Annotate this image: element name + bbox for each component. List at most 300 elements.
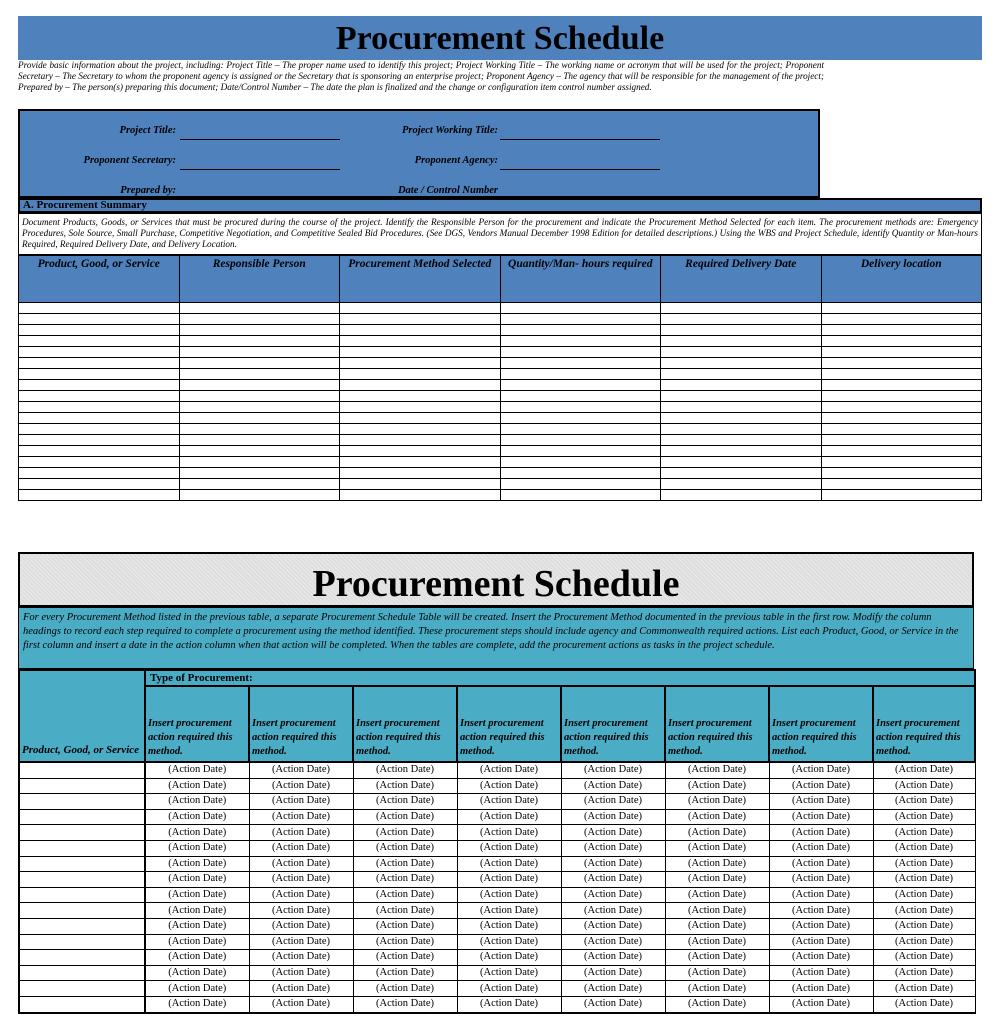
table-cell[interactable] xyxy=(500,336,661,347)
action-date-cell[interactable]: (Action Date) xyxy=(249,840,353,856)
table-cell[interactable] xyxy=(19,303,180,314)
proponent-secretary-field[interactable] xyxy=(180,169,340,170)
action-date-cell[interactable]: (Action Date) xyxy=(457,950,561,966)
action-date-cell[interactable]: (Action Date) xyxy=(249,762,353,778)
table-cell[interactable] xyxy=(500,413,661,424)
action-date-cell[interactable]: (Action Date) xyxy=(457,840,561,856)
action-date-cell[interactable]: (Action Date) xyxy=(353,950,457,966)
action-date-cell[interactable]: (Action Date) xyxy=(665,996,769,1012)
table-cell[interactable] xyxy=(179,402,340,413)
product-cell[interactable] xyxy=(19,887,145,903)
product-cell[interactable] xyxy=(19,778,145,794)
table-cell[interactable] xyxy=(340,347,501,358)
table-cell[interactable] xyxy=(340,314,501,325)
action-date-cell[interactable]: (Action Date) xyxy=(665,809,769,825)
action-date-cell[interactable]: (Action Date) xyxy=(353,809,457,825)
action-date-cell[interactable]: (Action Date) xyxy=(145,762,249,778)
table-cell[interactable] xyxy=(340,413,501,424)
table-cell[interactable] xyxy=(179,358,340,369)
table-row xyxy=(19,347,982,358)
table-row xyxy=(19,435,982,446)
table-cell[interactable] xyxy=(500,424,661,435)
table-cell[interactable] xyxy=(500,358,661,369)
action-date-cell[interactable]: (Action Date) xyxy=(561,965,665,981)
action-date-cell[interactable]: (Action Date) xyxy=(561,856,665,872)
action-date-cell[interactable]: (Action Date) xyxy=(665,825,769,841)
action-date-cell[interactable]: (Action Date) xyxy=(353,965,457,981)
table-cell[interactable] xyxy=(179,413,340,424)
table-cell[interactable] xyxy=(821,402,982,413)
table-cell[interactable] xyxy=(661,325,822,336)
action-date-cell[interactable]: (Action Date) xyxy=(561,981,665,997)
action-date-cell[interactable]: (Action Date) xyxy=(769,996,873,1012)
action-date-cell[interactable]: (Action Date) xyxy=(561,903,665,919)
table-cell[interactable] xyxy=(661,369,822,380)
action-date-cell[interactable]: (Action Date) xyxy=(145,965,249,981)
table-cell[interactable] xyxy=(821,457,982,468)
action-date-cell[interactable]: (Action Date) xyxy=(769,762,873,778)
action-date-cell[interactable]: (Action Date) xyxy=(665,778,769,794)
table-cell[interactable] xyxy=(661,336,822,347)
table-cell[interactable] xyxy=(821,490,982,501)
product-cell[interactable] xyxy=(19,856,145,872)
table-cell[interactable] xyxy=(19,402,180,413)
table-cell[interactable] xyxy=(340,435,501,446)
table-row xyxy=(19,325,982,336)
table-row xyxy=(19,918,975,934)
table-cell[interactable] xyxy=(661,446,822,457)
table-cell[interactable] xyxy=(661,358,822,369)
action-date-cell[interactable]: (Action Date) xyxy=(457,934,561,950)
action-date-cell[interactable]: (Action Date) xyxy=(561,996,665,1012)
product-cell[interactable] xyxy=(19,903,145,919)
action-date-cell[interactable]: (Action Date) xyxy=(249,950,353,966)
action-date-cell[interactable]: (Action Date) xyxy=(249,887,353,903)
step-column-header[interactable]: Insert procurement action required this method. xyxy=(561,686,665,762)
action-date-cell[interactable]: (Action Date) xyxy=(145,934,249,950)
table-cell[interactable] xyxy=(340,468,501,479)
action-date-cell[interactable]: (Action Date) xyxy=(873,872,975,888)
action-date-cell[interactable]: (Action Date) xyxy=(873,840,975,856)
action-date-cell[interactable]: (Action Date) xyxy=(145,996,249,1012)
table-row xyxy=(19,965,975,981)
action-date-cell[interactable]: (Action Date) xyxy=(249,981,353,997)
action-date-cell[interactable]: (Action Date) xyxy=(353,981,457,997)
action-date-cell[interactable]: (Action Date) xyxy=(561,887,665,903)
table-cell[interactable] xyxy=(500,325,661,336)
action-date-cell[interactable]: (Action Date) xyxy=(561,794,665,810)
action-date-cell[interactable]: (Action Date) xyxy=(249,778,353,794)
action-date-cell[interactable]: (Action Date) xyxy=(353,762,457,778)
action-date-cell[interactable]: (Action Date) xyxy=(665,981,769,997)
action-date-cell[interactable]: (Action Date) xyxy=(457,809,561,825)
action-date-cell[interactable]: (Action Date) xyxy=(769,950,873,966)
product-cell[interactable] xyxy=(19,934,145,950)
table-row xyxy=(19,424,982,435)
table-cell[interactable] xyxy=(19,457,180,468)
action-date-cell[interactable]: (Action Date) xyxy=(769,856,873,872)
project-info-box xyxy=(18,109,820,198)
table-cell[interactable] xyxy=(179,325,340,336)
proponent-agency-field[interactable] xyxy=(500,169,660,170)
action-date-cell[interactable]: (Action Date) xyxy=(145,903,249,919)
project-title-label: Project Title: xyxy=(119,125,176,136)
schedule-intro: For every Procurement Method listed in the previous table, a separate Procurement Schedule Table will be created. Insert the Procurement Method documented in the previous table in the first row. Modify the column headings to record each step required to complete a procurement using the method identified. These procurement steps should include agency and Commonwealth required actions. List each Product, Good, or Service in the first column and insert a date in the action column when that action will be completed. When the tables are complete, add the procurement actions as tasks in the project schedule. xyxy=(18,607,974,669)
action-date-cell[interactable]: (Action Date) xyxy=(873,762,975,778)
action-date-cell[interactable]: (Action Date) xyxy=(353,856,457,872)
table-cell[interactable] xyxy=(19,468,180,479)
action-date-cell[interactable]: (Action Date) xyxy=(873,856,975,872)
action-date-cell[interactable]: (Action Date) xyxy=(769,809,873,825)
table-cell[interactable] xyxy=(500,314,661,325)
action-date-cell[interactable]: (Action Date) xyxy=(873,887,975,903)
action-date-cell[interactable]: (Action Date) xyxy=(145,794,249,810)
table-cell[interactable] xyxy=(500,490,661,501)
action-date-cell[interactable]: (Action Date) xyxy=(665,872,769,888)
table-cell[interactable] xyxy=(661,490,822,501)
action-date-cell[interactable]: (Action Date) xyxy=(561,872,665,888)
table-cell[interactable] xyxy=(661,413,822,424)
action-date-cell[interactable]: (Action Date) xyxy=(353,872,457,888)
table-cell[interactable] xyxy=(179,347,340,358)
table-cell[interactable] xyxy=(19,336,180,347)
action-date-cell[interactable]: (Action Date) xyxy=(353,887,457,903)
table-cell[interactable] xyxy=(661,424,822,435)
action-date-cell[interactable]: (Action Date) xyxy=(769,778,873,794)
project-title-field[interactable] xyxy=(180,139,340,140)
table-cell[interactable] xyxy=(19,358,180,369)
action-date-cell[interactable]: (Action Date) xyxy=(561,778,665,794)
table-cell[interactable] xyxy=(179,369,340,380)
table-cell[interactable] xyxy=(19,490,180,501)
action-date-cell[interactable]: (Action Date) xyxy=(457,887,561,903)
action-date-cell[interactable]: (Action Date) xyxy=(561,934,665,950)
procurement-schedule-table xyxy=(18,669,976,1014)
table-cell[interactable] xyxy=(661,303,822,314)
action-date-cell[interactable]: (Action Date) xyxy=(457,918,561,934)
action-date-cell[interactable]: (Action Date) xyxy=(353,778,457,794)
table-row xyxy=(19,402,982,413)
action-date-cell[interactable]: (Action Date) xyxy=(145,872,249,888)
action-date-cell[interactable]: (Action Date) xyxy=(457,794,561,810)
action-date-cell[interactable]: (Action Date) xyxy=(561,950,665,966)
table-cell[interactable] xyxy=(500,391,661,402)
step-column-header[interactable]: Insert procurement action required this method. xyxy=(457,686,561,762)
action-date-cell[interactable]: (Action Date) xyxy=(457,825,561,841)
table-row xyxy=(19,413,982,424)
table-cell[interactable] xyxy=(661,314,822,325)
table-cell[interactable] xyxy=(340,303,501,314)
table-row xyxy=(19,314,982,325)
table-cell[interactable] xyxy=(661,435,822,446)
table-cell[interactable] xyxy=(19,325,180,336)
action-date-cell[interactable]: (Action Date) xyxy=(769,872,873,888)
table-cell[interactable] xyxy=(340,479,501,490)
column-header: Product, Good, or Service xyxy=(19,256,180,303)
action-date-cell[interactable]: (Action Date) xyxy=(457,872,561,888)
table-cell[interactable] xyxy=(340,325,501,336)
action-date-cell[interactable]: (Action Date) xyxy=(769,840,873,856)
product-cell[interactable] xyxy=(19,840,145,856)
action-date-cell[interactable]: (Action Date) xyxy=(353,903,457,919)
action-date-cell[interactable]: (Action Date) xyxy=(873,965,975,981)
action-date-cell[interactable]: (Action Date) xyxy=(873,934,975,950)
table-cell[interactable] xyxy=(179,391,340,402)
action-date-cell[interactable]: (Action Date) xyxy=(769,981,873,997)
table-cell[interactable] xyxy=(179,435,340,446)
table-cell[interactable] xyxy=(500,468,661,479)
table-cell[interactable] xyxy=(661,457,822,468)
table-cell[interactable] xyxy=(179,424,340,435)
table-cell[interactable] xyxy=(661,391,822,402)
table-cell[interactable] xyxy=(179,303,340,314)
table-row xyxy=(19,794,975,810)
table-cell[interactable] xyxy=(821,446,982,457)
project-working-title-field[interactable] xyxy=(500,139,660,140)
table-cell[interactable] xyxy=(500,479,661,490)
table-cell[interactable] xyxy=(821,314,982,325)
product-cell[interactable] xyxy=(19,965,145,981)
table-cell[interactable] xyxy=(500,457,661,468)
table-cell[interactable] xyxy=(340,446,501,457)
action-date-cell[interactable]: (Action Date) xyxy=(457,778,561,794)
table-cell[interactable] xyxy=(19,347,180,358)
table-cell[interactable] xyxy=(340,490,501,501)
step-column-header[interactable]: Insert procurement action required this method. xyxy=(665,686,769,762)
product-cell[interactable] xyxy=(19,762,145,778)
action-date-cell[interactable]: (Action Date) xyxy=(249,825,353,841)
action-date-cell[interactable]: (Action Date) xyxy=(873,918,975,934)
action-date-cell[interactable]: (Action Date) xyxy=(769,825,873,841)
table-cell[interactable] xyxy=(821,369,982,380)
action-date-cell[interactable]: (Action Date) xyxy=(249,872,353,888)
action-date-cell[interactable]: (Action Date) xyxy=(873,981,975,997)
action-date-cell[interactable]: (Action Date) xyxy=(353,996,457,1012)
action-date-cell[interactable]: (Action Date) xyxy=(457,762,561,778)
step-column-header[interactable]: Insert procurement action required this method. xyxy=(769,686,873,762)
table-cell[interactable] xyxy=(821,358,982,369)
action-date-cell[interactable]: (Action Date) xyxy=(249,903,353,919)
table-cell[interactable] xyxy=(19,413,180,424)
table-row xyxy=(19,391,982,402)
step-column-header[interactable]: Insert procurement action required this method. xyxy=(873,686,975,762)
step-column-header[interactable]: Insert procurement action required this method. xyxy=(353,686,457,762)
step-column-header[interactable]: Insert procurement action required this method. xyxy=(145,686,249,762)
table-cell[interactable] xyxy=(661,347,822,358)
table-cell[interactable] xyxy=(340,369,501,380)
action-date-cell[interactable]: (Action Date) xyxy=(769,965,873,981)
table-cell[interactable] xyxy=(821,424,982,435)
intro-text: Provide basic information about the project, including: Project Title – The proper name used to identify this project; Project Working Title – The working name or acronym that will be used for the project; Proponent Secretary – The Secretary to whom the proponent agency is assigned or the Secretary that is sponsoring an enterprise project; Proponent Agency – The agency that will be responsible for the management of the project; Prepared by – The person(s) preparing this document; Date/Control Number – The date the plan is finalized and the change or configuration item control number assigned. xyxy=(18,60,824,92)
action-date-cell[interactable]: (Action Date) xyxy=(249,809,353,825)
action-date-cell[interactable]: (Action Date) xyxy=(249,965,353,981)
proponent-agency-label: Proponent Agency: xyxy=(414,155,498,166)
table-row xyxy=(19,457,982,468)
action-date-cell[interactable]: (Action Date) xyxy=(353,840,457,856)
product-column-header: Product, Good, or Service xyxy=(19,670,145,762)
action-date-cell[interactable]: (Action Date) xyxy=(457,981,561,997)
action-date-cell[interactable]: (Action Date) xyxy=(353,934,457,950)
column-header: Required Delivery Date xyxy=(661,256,822,303)
action-date-cell[interactable]: (Action Date) xyxy=(873,996,975,1012)
action-date-cell[interactable]: (Action Date) xyxy=(353,794,457,810)
action-date-cell[interactable]: (Action Date) xyxy=(665,903,769,919)
product-cell[interactable] xyxy=(19,918,145,934)
action-date-cell[interactable]: (Action Date) xyxy=(561,762,665,778)
table-cell[interactable] xyxy=(19,479,180,490)
product-cell[interactable] xyxy=(19,794,145,810)
table-cell[interactable] xyxy=(500,446,661,457)
table-cell[interactable] xyxy=(821,391,982,402)
table-cell[interactable] xyxy=(340,457,501,468)
action-date-cell[interactable]: (Action Date) xyxy=(145,825,249,841)
table-cell[interactable] xyxy=(500,435,661,446)
action-date-cell[interactable]: (Action Date) xyxy=(145,840,249,856)
table-cell[interactable] xyxy=(179,479,340,490)
table-cell[interactable] xyxy=(821,347,982,358)
table-cell[interactable] xyxy=(661,380,822,391)
table-cell[interactable] xyxy=(19,391,180,402)
table-cell[interactable] xyxy=(179,314,340,325)
action-date-cell[interactable]: (Action Date) xyxy=(457,965,561,981)
action-date-cell[interactable]: (Action Date) xyxy=(873,778,975,794)
action-date-cell[interactable]: (Action Date) xyxy=(873,950,975,966)
table-cell[interactable] xyxy=(179,490,340,501)
table-row xyxy=(19,934,975,950)
table-cell[interactable] xyxy=(340,402,501,413)
table-cell[interactable] xyxy=(340,358,501,369)
product-cell[interactable] xyxy=(19,872,145,888)
table-cell[interactable] xyxy=(179,446,340,457)
action-date-cell[interactable]: (Action Date) xyxy=(145,778,249,794)
product-cell[interactable] xyxy=(19,825,145,841)
action-date-cell[interactable]: (Action Date) xyxy=(249,794,353,810)
table-cell[interactable] xyxy=(19,380,180,391)
action-date-cell[interactable]: (Action Date) xyxy=(561,809,665,825)
table-row xyxy=(19,996,975,1012)
action-date-cell[interactable]: (Action Date) xyxy=(353,918,457,934)
table-row xyxy=(19,950,975,966)
table-cell[interactable] xyxy=(821,435,982,446)
table-cell[interactable] xyxy=(179,336,340,347)
table-cell[interactable] xyxy=(661,479,822,490)
type-of-procurement-header[interactable]: Type of Procurement: xyxy=(145,670,975,686)
action-date-cell[interactable]: (Action Date) xyxy=(665,934,769,950)
action-date-cell[interactable]: (Action Date) xyxy=(873,903,975,919)
table-row xyxy=(19,887,975,903)
action-date-cell[interactable]: (Action Date) xyxy=(665,794,769,810)
action-date-cell[interactable]: (Action Date) xyxy=(353,825,457,841)
table-row xyxy=(19,809,975,825)
action-date-cell[interactable]: (Action Date) xyxy=(769,903,873,919)
action-date-cell[interactable]: (Action Date) xyxy=(665,762,769,778)
table-cell[interactable] xyxy=(19,435,180,446)
table-cell[interactable] xyxy=(821,380,982,391)
table-cell[interactable] xyxy=(19,424,180,435)
action-date-cell[interactable]: (Action Date) xyxy=(873,794,975,810)
action-date-cell[interactable]: (Action Date) xyxy=(145,981,249,997)
product-cell[interactable] xyxy=(19,809,145,825)
table-cell[interactable] xyxy=(500,347,661,358)
action-date-cell[interactable]: (Action Date) xyxy=(665,918,769,934)
table-cell[interactable] xyxy=(340,380,501,391)
action-date-cell[interactable]: (Action Date) xyxy=(769,934,873,950)
step-column-header[interactable]: Insert procurement action required this method. xyxy=(249,686,353,762)
table-cell[interactable] xyxy=(821,413,982,424)
action-date-cell[interactable]: (Action Date) xyxy=(145,856,249,872)
action-date-cell[interactable]: (Action Date) xyxy=(665,887,769,903)
table-cell[interactable] xyxy=(821,336,982,347)
table-row xyxy=(19,358,982,369)
action-date-cell[interactable]: (Action Date) xyxy=(665,965,769,981)
table-cell[interactable] xyxy=(179,380,340,391)
table-cell[interactable] xyxy=(500,402,661,413)
action-date-cell[interactable]: (Action Date) xyxy=(145,809,249,825)
table-cell[interactable] xyxy=(500,380,661,391)
table-cell[interactable] xyxy=(500,303,661,314)
action-date-cell[interactable]: (Action Date) xyxy=(561,840,665,856)
table-cell[interactable] xyxy=(661,468,822,479)
table-cell[interactable] xyxy=(661,402,822,413)
table-cell[interactable] xyxy=(500,369,661,380)
action-date-cell[interactable]: (Action Date) xyxy=(249,996,353,1012)
project-working-title-label: Project Working Title: xyxy=(401,125,498,136)
table-cell[interactable] xyxy=(179,457,340,468)
table-cell[interactable] xyxy=(821,479,982,490)
product-cell[interactable] xyxy=(19,981,145,997)
table-cell[interactable] xyxy=(821,325,982,336)
table-cell[interactable] xyxy=(19,314,180,325)
action-date-cell[interactable]: (Action Date) xyxy=(249,856,353,872)
action-date-cell[interactable]: (Action Date) xyxy=(561,825,665,841)
table-cell[interactable] xyxy=(340,424,501,435)
action-date-cell[interactable]: (Action Date) xyxy=(873,809,975,825)
table-cell[interactable] xyxy=(19,369,180,380)
action-date-cell[interactable]: (Action Date) xyxy=(561,918,665,934)
table-row xyxy=(19,903,975,919)
product-cell[interactable] xyxy=(19,996,145,1012)
action-date-cell[interactable]: (Action Date) xyxy=(145,918,249,934)
table-cell[interactable] xyxy=(821,303,982,314)
action-date-cell[interactable]: (Action Date) xyxy=(249,918,353,934)
table-cell[interactable] xyxy=(340,391,501,402)
action-date-cell[interactable]: (Action Date) xyxy=(145,950,249,966)
section-heading: A. Procurement Summary xyxy=(18,198,982,213)
prepared-by-label: Prepared by: xyxy=(120,185,176,196)
action-date-cell[interactable]: (Action Date) xyxy=(665,840,769,856)
action-date-cell[interactable]: (Action Date) xyxy=(457,856,561,872)
column-header: Responsible Person xyxy=(179,256,340,303)
action-date-cell[interactable]: (Action Date) xyxy=(665,950,769,966)
table-cell[interactable] xyxy=(821,468,982,479)
action-date-cell[interactable]: (Action Date) xyxy=(457,996,561,1012)
action-date-cell[interactable]: (Action Date) xyxy=(769,794,873,810)
page-title: Procurement Schedule xyxy=(18,16,982,60)
action-date-cell[interactable]: (Action Date) xyxy=(665,856,769,872)
action-date-cell[interactable]: (Action Date) xyxy=(873,825,975,841)
action-date-cell[interactable]: (Action Date) xyxy=(769,887,873,903)
column-header: Quantity/Man- hours required xyxy=(500,256,661,303)
action-date-cell[interactable]: (Action Date) xyxy=(249,934,353,950)
product-cell[interactable] xyxy=(19,950,145,966)
action-date-cell[interactable]: (Action Date) xyxy=(457,903,561,919)
action-date-cell[interactable]: (Action Date) xyxy=(769,918,873,934)
table-cell[interactable] xyxy=(340,336,501,347)
table-cell[interactable] xyxy=(179,468,340,479)
action-date-cell[interactable]: (Action Date) xyxy=(145,887,249,903)
table-cell[interactable] xyxy=(19,446,180,457)
table-row xyxy=(19,981,975,997)
